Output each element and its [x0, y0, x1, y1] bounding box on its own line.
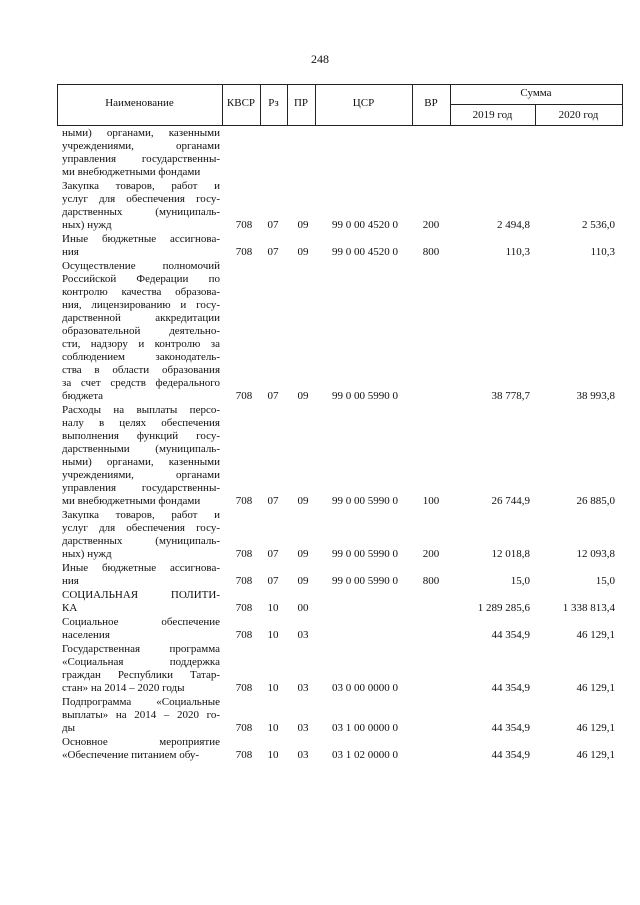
page-number: 248: [311, 52, 329, 66]
cell-pr: 09: [297, 575, 309, 587]
cell-pr: 09: [297, 390, 309, 402]
table-row: [0, 233, 640, 259]
row-name-line: учреждениями, органами: [62, 469, 220, 481]
row-name-line: стан» на 2014 – 2020 годы: [62, 682, 185, 694]
row-name-line: учреждениями, органами: [62, 140, 220, 152]
cell-rz: 10: [267, 722, 279, 734]
cell-s2020: 12 093,8: [576, 548, 615, 560]
row-name-line: ных) нужд: [62, 219, 112, 231]
row-name: [62, 643, 220, 695]
cell-s2019: 15,0: [510, 575, 530, 587]
cell-s2019: 2 494,8: [497, 219, 530, 231]
cell-pr: 03: [297, 629, 309, 641]
row-name-line: контролю качества образова-: [62, 286, 220, 298]
row-name: [62, 616, 220, 642]
row-name-line: Основное мероприятие: [62, 736, 220, 748]
table-row: [0, 736, 640, 762]
row-name-line: Иные бюджетные ассигнова-: [62, 233, 220, 245]
row-name: [62, 404, 220, 508]
cell-s2020: 26 885,0: [576, 495, 615, 507]
cell-s2020: 46 129,1: [576, 722, 615, 734]
cell-s2019: 44 354,9: [491, 682, 530, 694]
cell-pr: 09: [297, 548, 309, 560]
cell-kvsr: 708: [235, 629, 253, 641]
cell-rz: 07: [267, 548, 279, 560]
row-name-line: Расходы на выплаты персо-: [62, 404, 220, 416]
row-name-line: граждан Республики Татар-: [62, 669, 220, 681]
cell-s2020: 15,0: [595, 575, 615, 587]
cell-s2020: 46 129,1: [576, 682, 615, 694]
cell-kvsr: 708: [235, 722, 253, 734]
cell-kvsr: 708: [235, 495, 253, 507]
cell-kvsr: 708: [235, 390, 253, 402]
row-name: [62, 696, 220, 735]
cell-csr: 99 0 00 4520 0: [332, 246, 398, 258]
cell-rz: 10: [267, 682, 279, 694]
header-pr: ПР: [293, 97, 309, 109]
cell-pr: 03: [297, 749, 309, 761]
cell-s2019: 110,3: [505, 246, 530, 258]
cell-vr: 800: [422, 575, 440, 587]
cell-rz: 07: [267, 246, 279, 258]
cell-s2020: 38 993,8: [576, 390, 615, 402]
cell-s2020: 46 129,1: [576, 749, 615, 761]
row-name-line: Подпрограмма «Социальные: [62, 696, 220, 708]
cell-csr: 03 0 00 0000 0: [332, 682, 398, 694]
cell-kvsr: 708: [235, 602, 253, 614]
cell-s2019: 44 354,9: [491, 722, 530, 734]
cell-csr: 99 0 00 4520 0: [332, 219, 398, 231]
header-kvsr: КВСР: [226, 97, 256, 109]
cell-csr: 03 1 00 0000 0: [332, 722, 398, 734]
cell-rz: 10: [267, 629, 279, 641]
cell-s2019: 12 018,8: [491, 548, 530, 560]
cell-pr: 03: [297, 682, 309, 694]
row-name-line: ния: [62, 575, 79, 587]
row-name-line: Иные бюджетные ассигнова-: [62, 562, 220, 574]
row-name-line: ми внебюджетными фондами: [62, 166, 201, 178]
row-name-line: «Социальная поддержка: [62, 656, 220, 668]
table-row: [0, 696, 640, 735]
table-row: [0, 127, 640, 179]
table-row: [0, 643, 640, 695]
row-name-line: управления государственны-: [62, 482, 220, 494]
header-name: Наименование: [105, 97, 174, 109]
row-name-line: дарственных (муниципаль-: [62, 206, 220, 218]
row-name-line: ных) нужд: [62, 548, 112, 560]
row-name-line: СОЦИАЛЬНАЯ ПОЛИТИ-: [62, 589, 220, 601]
header-vr: ВР: [424, 97, 438, 109]
row-name-line: дарственных (муниципаль-: [62, 535, 220, 547]
row-name-line: услуг для обеспечения госу-: [62, 522, 220, 534]
row-name-line: налу в целях обеспечения: [62, 417, 220, 429]
row-name-line: выполнения функций госу-: [62, 430, 220, 442]
table-row: [0, 589, 640, 615]
cell-vr: 800: [422, 246, 440, 258]
cell-csr: 99 0 00 5990 0: [332, 495, 398, 507]
cell-vr: 200: [422, 548, 440, 560]
row-name-line: «Обеспечение питанием обу-: [62, 749, 200, 761]
cell-pr: 03: [297, 722, 309, 734]
cell-rz: 07: [267, 575, 279, 587]
row-name-line: Осуществление полномочий: [62, 260, 220, 272]
header-csr: ЦСР: [352, 97, 375, 109]
row-name: [62, 180, 220, 232]
row-name-line: управления государственны-: [62, 153, 220, 165]
cell-kvsr: 708: [235, 548, 253, 560]
cell-rz: 07: [267, 390, 279, 402]
cell-csr: 99 0 00 5990 0: [332, 390, 398, 402]
row-name-line: за счет средств федерального: [62, 377, 220, 389]
table-row: [0, 260, 640, 403]
cell-s2019: 26 744,9: [491, 495, 530, 507]
row-name: [62, 233, 220, 259]
table-header: [57, 84, 622, 126]
header-2020: 2020 год: [558, 109, 599, 121]
row-name-line: сти, надзору и контролю за: [62, 338, 220, 350]
row-name: [62, 509, 220, 561]
row-name: [62, 589, 220, 615]
table-row: [0, 616, 640, 642]
cell-rz: 07: [267, 495, 279, 507]
table-row: [0, 562, 640, 588]
cell-pr: 09: [297, 495, 309, 507]
table-row: [0, 180, 640, 232]
row-name-line: ния, лицензированию и госу-: [62, 299, 220, 311]
row-name-line: населения: [62, 629, 110, 641]
header-2019: 2019 год: [472, 109, 513, 121]
row-name-line: Российской Федерации по: [62, 273, 220, 285]
table-row: [0, 509, 640, 561]
cell-kvsr: 708: [235, 219, 253, 231]
cell-kvsr: 708: [235, 575, 253, 587]
cell-csr: 99 0 00 5990 0: [332, 548, 398, 560]
row-name-line: дарственной аккредитации: [62, 312, 220, 324]
row-name-line: выплаты» на 2014 – 2020 го-: [62, 709, 220, 721]
row-name-line: услуг для обеспечения госу-: [62, 193, 220, 205]
cell-pr: 09: [297, 246, 309, 258]
cell-s2019: 38 778,7: [491, 390, 530, 402]
cell-rz: 10: [267, 749, 279, 761]
cell-pr: 00: [297, 602, 309, 614]
header-sum: Сумма: [520, 87, 552, 99]
row-name-line: ными) органами, казенными: [62, 456, 220, 468]
row-name-line: ми внебюджетными фондами: [62, 495, 201, 507]
cell-csr: 99 0 00 5990 0: [332, 575, 398, 587]
row-name-line: Социальное обеспечение: [62, 616, 220, 628]
table-row: [0, 404, 640, 508]
row-name: [62, 562, 220, 588]
cell-s2019: 1 289 285,6: [477, 602, 530, 614]
cell-s2020: 46 129,1: [576, 629, 615, 641]
cell-s2020: 1 338 813,4: [562, 602, 615, 614]
row-name-line: Государственная программа: [62, 643, 220, 655]
row-name: [62, 127, 220, 179]
row-name-line: дарственными (муниципаль-: [62, 443, 220, 455]
row-name-line: ния: [62, 246, 79, 258]
row-name-line: соблюдением законодатель-: [62, 351, 220, 363]
cell-s2019: 44 354,9: [491, 749, 530, 761]
row-name-line: ными) органами, казенными: [62, 127, 220, 139]
row-name-line: ства в области образования: [62, 364, 220, 376]
cell-kvsr: 708: [235, 749, 253, 761]
row-name: [62, 260, 220, 403]
cell-kvsr: 708: [235, 246, 253, 258]
cell-s2019: 44 354,9: [491, 629, 530, 641]
row-name-line: Закупка товаров, работ и: [62, 180, 220, 192]
cell-rz: 10: [267, 602, 279, 614]
cell-rz: 07: [267, 219, 279, 231]
cell-s2020: 110,3: [590, 246, 615, 258]
row-name-line: КА: [62, 602, 78, 614]
cell-csr: 03 1 02 0000 0: [332, 749, 398, 761]
cell-kvsr: 708: [235, 682, 253, 694]
header-rz: Рз: [268, 97, 279, 109]
row-name-line: Закупка товаров, работ и: [62, 509, 220, 521]
cell-vr: 200: [422, 219, 440, 231]
row-name-line: ды: [62, 722, 75, 734]
cell-vr: 100: [422, 495, 440, 507]
cell-pr: 09: [297, 219, 309, 231]
row-name-line: образовательной деятельно-: [62, 325, 220, 337]
row-name-line: бюджета: [62, 390, 104, 402]
row-name: [62, 736, 220, 762]
cell-s2020: 2 536,0: [582, 219, 615, 231]
